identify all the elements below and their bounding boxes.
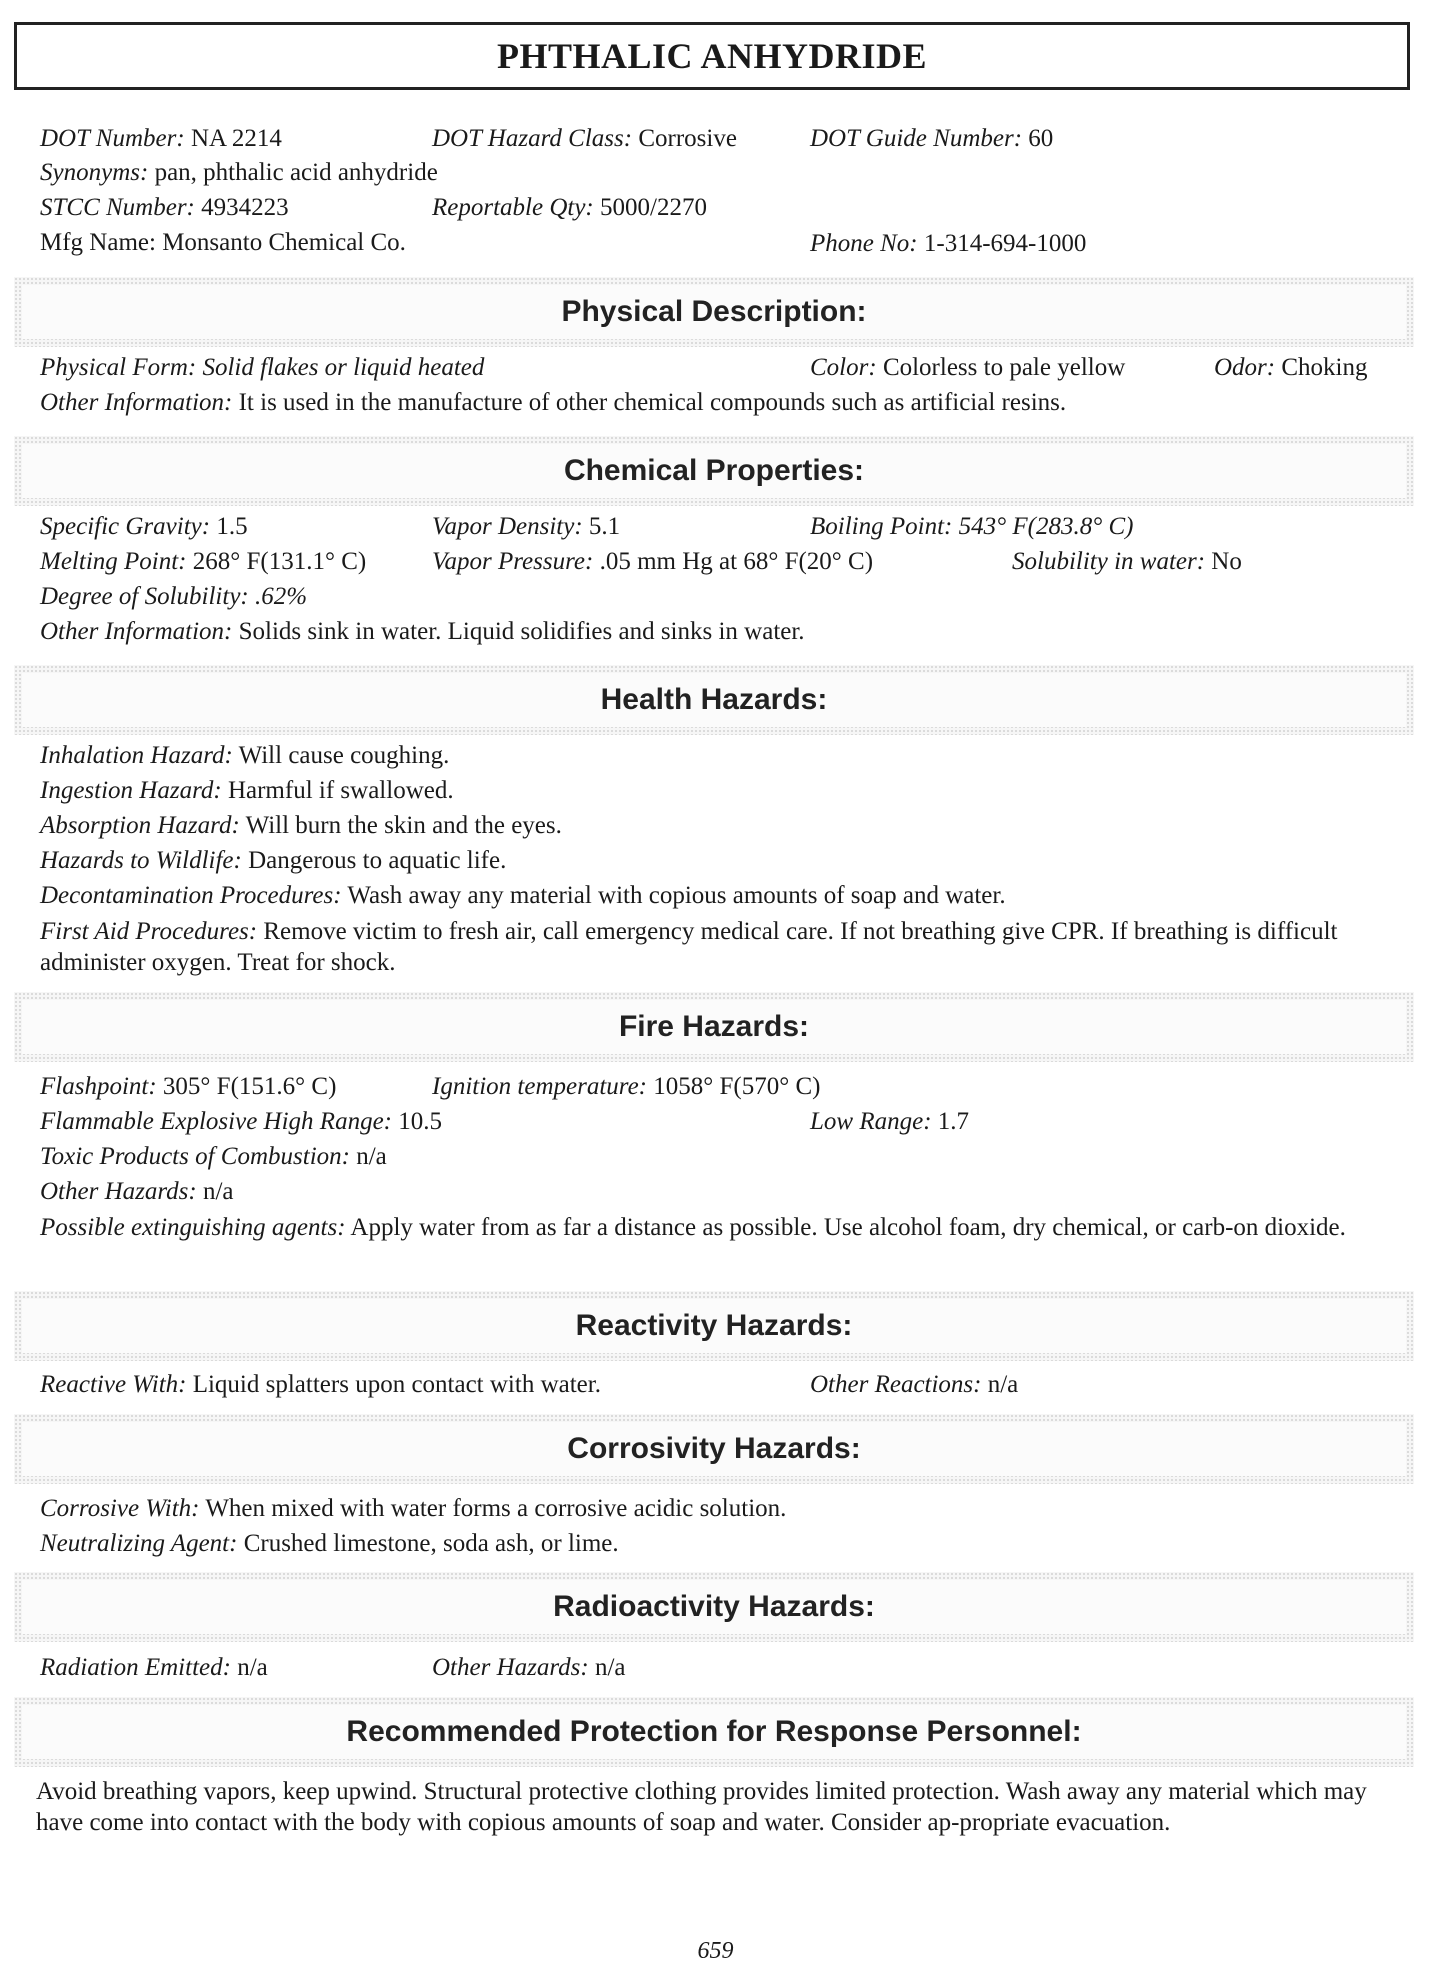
absorption-field: [40, 811, 562, 841]
title-box: [14, 22, 1410, 90]
section-header-chemical: [14, 436, 1414, 506]
field-value: Crushed limestone, soda ash, or lime.: [243, 1530, 619, 1557]
field-value: 1.7: [937, 1108, 970, 1135]
field-value: 305° F(151.6° C): [162, 1073, 337, 1100]
field-label: Ingestion Hazard:: [40, 777, 222, 804]
corrosive-with-field: [40, 1494, 786, 1524]
page-number: 659: [697, 1938, 734, 1964]
low-range-field: [810, 1107, 969, 1137]
phone-field: [810, 229, 1086, 259]
field-label: Specific Gravity:: [40, 513, 211, 540]
radio-other-hazards-field: [432, 1653, 626, 1683]
other-reactions-field: [810, 1370, 1018, 1400]
field-label: DOT Number:: [40, 125, 185, 152]
field-value: n/a: [237, 1654, 268, 1681]
degree-solubility-field: [40, 582, 307, 612]
section-title: Health Hazards:: [600, 683, 828, 716]
field-label: Ignition temperature:: [432, 1073, 648, 1100]
section-title: Fire Hazards:: [618, 1010, 810, 1043]
radiation-emitted-field: [40, 1653, 268, 1683]
field-label: Phone No:: [810, 230, 918, 257]
field-value: Corrosive: [638, 125, 737, 152]
section-header-radioactivity: [14, 1572, 1414, 1642]
physical-other-info: [40, 388, 1066, 418]
field-value: Dangerous to aquatic life.: [248, 847, 507, 874]
page-title: PHTHALIC ANHYDRIDE: [496, 36, 928, 76]
inhalation-field: [40, 741, 449, 771]
hazard-class-field: [432, 124, 737, 154]
field-label: Color:: [810, 354, 877, 381]
field-value: Apply water from as far a distance as possible. Use alcohol foam, dry chemical, or carb-on dioxide.: [350, 1214, 1346, 1241]
section-title: Reactivity Hazards:: [575, 1309, 853, 1342]
neutralizing-agent-field: [40, 1529, 619, 1559]
field-value: .05 mm Hg at 68° F(20° C): [599, 548, 874, 575]
field-value: 5.1: [588, 513, 621, 540]
extinguishing-agents-field: [40, 1212, 1395, 1243]
stcc-field: [40, 193, 289, 223]
field-value: When mixed with water forms a corrosive acidic solution.: [205, 1495, 787, 1522]
melting-point-field: [40, 547, 366, 577]
dot-number-field: [40, 124, 282, 154]
field-label: Other Hazards:: [40, 1178, 197, 1205]
color-field: [810, 353, 1125, 383]
field-label: Vapor Pressure:: [432, 548, 594, 575]
first-aid-field: [40, 916, 1395, 978]
field-value: Liquid splatters upon contact with water.: [192, 1371, 601, 1398]
field-value: Will cause coughing.: [238, 742, 450, 769]
section-header-health: [14, 665, 1414, 735]
field-label: STCC Number:: [40, 194, 195, 221]
section-title: Chemical Properties:: [563, 454, 865, 487]
section-header-reactivity: [14, 1291, 1414, 1361]
solubility-field: [1012, 547, 1242, 577]
reportable-qty-field: [432, 193, 707, 223]
field-value: 10.5: [398, 1108, 442, 1135]
field-label: Toxic Products of Combustion:: [40, 1143, 350, 1170]
field-label: Odor:: [1214, 354, 1276, 381]
field-label: Possible extinguishing agents:: [40, 1214, 346, 1241]
section-title: Radioactivity Hazards:: [553, 1590, 875, 1623]
field-label: DOT Hazard Class:: [432, 125, 633, 152]
field-label: Reportable Qty:: [432, 194, 594, 221]
field-value: Remove victim to fresh air, call emergency medical care. If not breathing give CPR. If breathing is difficult administer oxygen. Treat for shock.: [40, 918, 1338, 976]
field-label: Reactive With:: [40, 1371, 187, 1398]
mfg-name-field: Mfg Name: Monsanto Chemical Co.: [40, 229, 406, 256]
field-label: Flashpoint:: [40, 1073, 157, 1100]
field-value: n/a: [594, 1654, 626, 1681]
field-value: Solids sink in water. Liquid solidifies and sinks in water.: [238, 618, 805, 645]
field-value: Harmful if swallowed.: [227, 777, 454, 804]
field-label: Inhalation Hazard:: [40, 742, 233, 769]
field-value: Will burn the skin and the eyes.: [245, 812, 562, 839]
field-value: n/a: [987, 1371, 1019, 1398]
field-label: Low Range:: [810, 1108, 932, 1135]
section-header-fire: [14, 992, 1414, 1062]
reactive-with-field: [40, 1370, 601, 1400]
field-value: It is used in the manufacture of other chemical compounds such as artificial resins.: [238, 389, 1067, 416]
field-label: Decontamination Procedures:: [40, 882, 342, 909]
field-label: Other Reactions:: [810, 1371, 982, 1398]
field-label: Boiling Point: 543° F(283.8° C): [810, 513, 1134, 540]
field-label: Absorption Hazard:: [40, 812, 240, 839]
section-header-protection: [14, 1697, 1414, 1767]
fire-other-hazards-field: [40, 1177, 234, 1207]
field-label: Neutralizing Agent:: [40, 1530, 238, 1557]
guide-number-field: [810, 124, 1053, 154]
field-label: Solubility in water:: [1012, 548, 1206, 575]
field-value: NA 2214: [190, 125, 282, 152]
section-title: Recommended Protection for Response Personnel:: [346, 1715, 1082, 1748]
ingestion-field: [40, 776, 454, 806]
flashpoint-field: [40, 1072, 336, 1102]
high-range-field: [40, 1107, 442, 1137]
field-value: 1-314-694-1000: [923, 230, 1087, 257]
synonyms-field: [40, 158, 438, 188]
section-header-corrosivity: [14, 1414, 1414, 1484]
chemical-other-info: [40, 617, 805, 647]
field-value: Choking: [1281, 354, 1368, 381]
decontamination-field: [40, 881, 1006, 911]
field-label: Corrosive With:: [40, 1495, 200, 1522]
section-title: Corrosivity Hazards:: [567, 1432, 861, 1465]
field-label: Radiation Emitted:: [40, 1654, 231, 1681]
field-value: 4934223: [201, 194, 289, 221]
specific-gravity-field: [40, 512, 248, 542]
field-label: Other Information:: [40, 618, 233, 645]
vapor-density-field: [432, 512, 620, 542]
field-label: Other Hazards:: [432, 1654, 589, 1681]
protection-text: Avoid breathing vapors, keep upwind. Structural protective clothing provides limited protection. Wash away any material which may have come into contact with the body with copious amounts of soap and water. Consider ap-propriate evacuation.: [36, 1778, 1367, 1836]
wildlife-field: [40, 846, 506, 876]
field-value: pan, phthalic acid anhydride: [154, 159, 438, 186]
field-value: n/a: [356, 1143, 387, 1170]
field-label: Other Information:: [40, 389, 233, 416]
field-value: 268° F(131.1° C): [192, 548, 367, 575]
section-title: Physical Description:: [561, 295, 867, 328]
field-value: Wash away any material with copious amounts of soap and water.: [347, 882, 1006, 909]
boiling-point-field: [810, 512, 1133, 542]
toxic-products-field: [40, 1142, 387, 1172]
field-value: 5000/2270: [600, 194, 707, 221]
ignition-field: [432, 1072, 821, 1102]
field-value: Colorless to pale yellow: [882, 354, 1126, 381]
field-label: Vapor Density:: [432, 513, 583, 540]
field-value: No: [1211, 548, 1242, 575]
vapor-pressure-field: [432, 547, 873, 577]
field-value: 1.5: [216, 513, 248, 540]
field-label: First Aid Procedures:: [40, 918, 258, 945]
odor-field: [1214, 353, 1367, 383]
field-label: Physical Form: Solid flakes or liquid heated: [40, 354, 485, 381]
field-value: 1058° F(570° C): [653, 1073, 821, 1100]
field-label: Synonyms:: [40, 159, 149, 186]
field-value: n/a: [202, 1178, 234, 1205]
field-value: 60: [1028, 125, 1054, 152]
field-label: Degree of Solubility: .62%: [40, 583, 308, 610]
section-header-physical: [14, 277, 1414, 347]
physical-form-field: [40, 353, 484, 383]
field-label: Melting Point:: [40, 548, 187, 575]
field-label: Flammable Explosive High Range:: [40, 1108, 392, 1135]
field-label: DOT Guide Number:: [810, 125, 1023, 152]
field-label: Hazards to Wildlife:: [40, 847, 242, 874]
